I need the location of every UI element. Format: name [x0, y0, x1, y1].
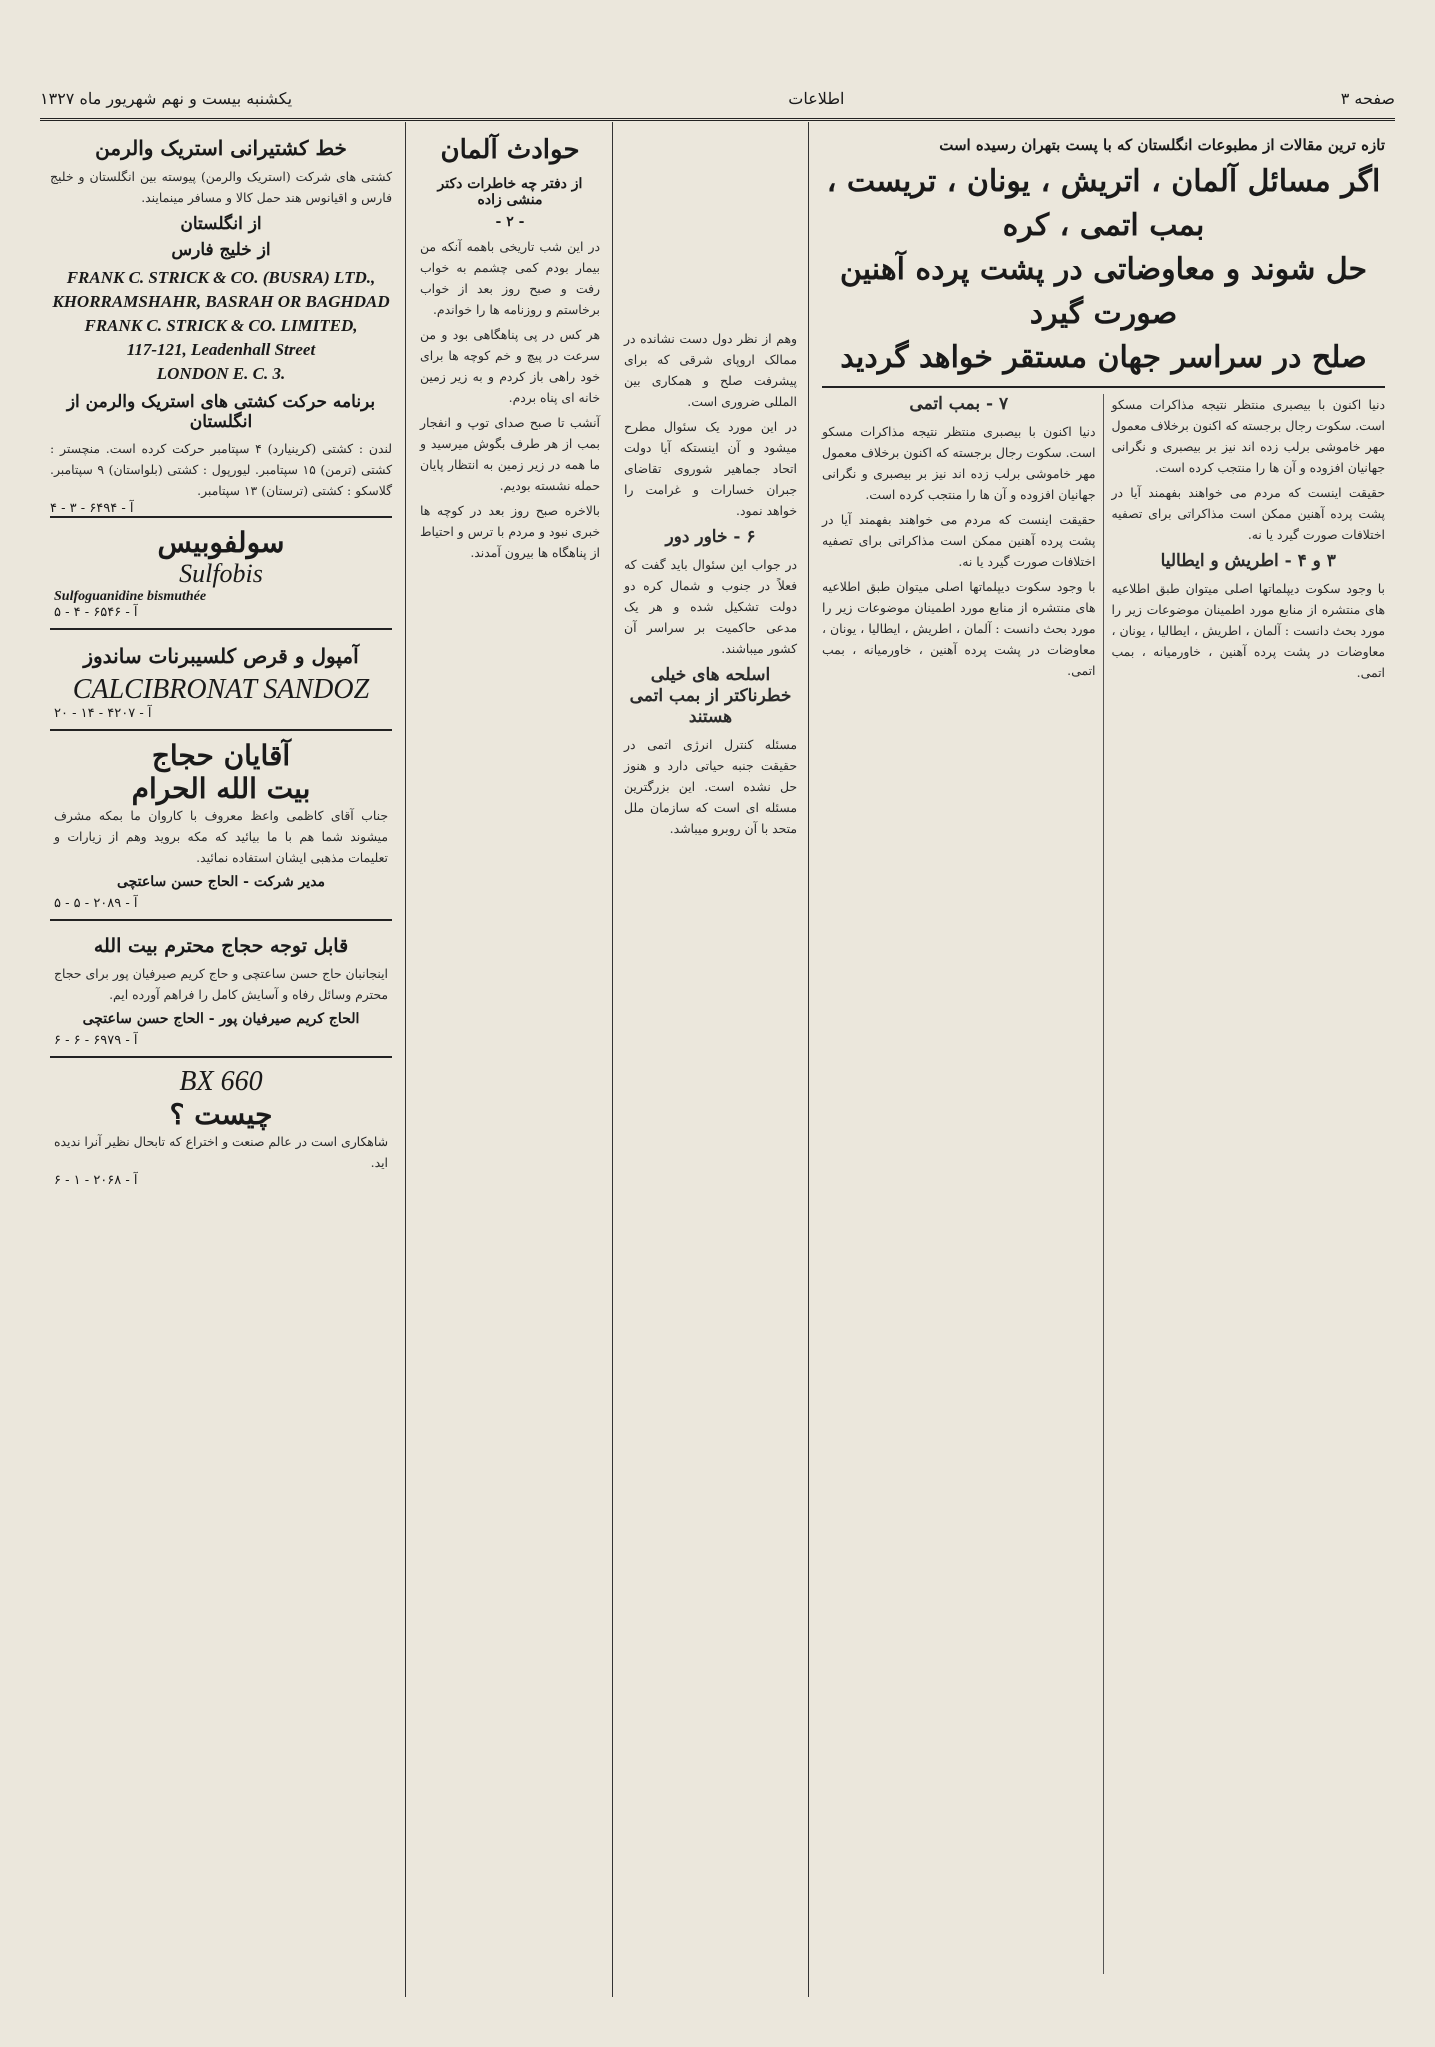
ad-code: آ - ۴۲۰۷ - ۱۴ - ۲۰ — [54, 706, 152, 721]
subheading: ۳ و ۴ - اطریش و ایطالیا — [1160, 551, 1336, 571]
paragraph: دنیا اکنون با بیصبری منتظر نتیجه مذاکرات مسکو است. سکوت رجال برجسته که اکنون برخلاف معمول مهر خاموشی برلب زده اند نیز بر بیصبری و نگرانی جهانیان افزوده و آن ها را منتجب کرده است. — [822, 424, 1096, 502]
ad-sulfobis — [50, 516, 392, 628]
paragraph: در جواب این سئوال باید گفت که فعلاً در جنوب و شمال کره دو دولت تشکیل شده و هر یک مدعی حاکمیت بر سراسر آن کشور میباشند. — [624, 557, 797, 656]
headline-line-2: حل شوند و معاوضاتی در پشت پرده آهنین صورت گیرد — [839, 252, 1368, 331]
paragraph: بالاخره صبح روز بعد در کوچه ها خبری نبود و مردم با ترس و احتیاط از پناهگاه ها بیرون آمدند. — [420, 503, 600, 560]
ad-title: خط کشتیرانی استریک والرمن — [95, 136, 347, 160]
column-rule — [612, 122, 613, 1997]
paragraph: با وجود سکوت دیپلماتها اصلی میتوان طبق اطلاعیه های منتشره از منابع مورد اطمینان موضوعات زیر را مورد بحث دانست : آلمان ، اطریش ، ایطالیا ، یونان ، معاوضات در پشت پرده آهنین ، خاورمیانه ، بمب اتمی. — [822, 579, 1096, 678]
headline-line-1: اگر مسائل آلمان ، اتریش ، یونان ، تریست ، بمب اتمی ، کره — [826, 164, 1381, 243]
ad-title: بیت الله الحرام — [131, 772, 311, 805]
address-line: KHORRAMSHAHR, BASRAH OR BAGHDAD — [52, 292, 390, 311]
ad-subheading: از انگلستان — [180, 214, 262, 234]
subheading: اسلحه های خیلی خطرناکتر از بمب اتمی هستند — [629, 665, 792, 727]
paragraph: در این شب تاریخی باهمه آنکه من بیمار بودم کمی چشمم به خواب رفت و صبح روز بعد از خواب برخاستم و روزنامه ها را خواندم. — [420, 239, 600, 317]
ad-code: آ - ۶۹۷۹ - ۶ - ۶ — [54, 1033, 138, 1048]
ad-text: جناب آقای کاظمی واعظ معروف با کاروان ما بمکه مشرف میشوند شما هم با ما بیائید که مکه بروید وهم از زیارات و تعلیمات مذهبی ایشان استفاده نمائید. — [54, 808, 388, 865]
ad-signature: مدیر شرکت - الحاج حسن ساعتچی — [116, 874, 326, 890]
ad-title: سولفوبیس — [157, 526, 285, 559]
column-mid-left — [410, 122, 610, 1992]
ad-calcibronat — [50, 628, 392, 729]
issue-date: یکشنبه بیست و نهم شهریور ماه ۱۳۲۷ — [40, 88, 293, 108]
ad-title: BX 660 — [179, 1066, 263, 1097]
ad-subtitle: Sulfoguanidine bismuthée — [54, 589, 207, 604]
paragraph: حقیقت اینست که مردم می خواهند بفهمند آیا در پشت پرده آهنین ممکن است مذاکراتی برای تصفیه اختلافات صورت گیرد یا نه. — [1111, 485, 1385, 542]
article-body — [624, 328, 797, 839]
ad-shipping — [50, 136, 392, 516]
ad-title: آقایان حجاج — [151, 739, 291, 772]
paragraph: حقیقت اینست که مردم می خواهند بفهمند آیا در پشت پرده آهنین ممکن است مذاکراتی برای تصفیه اختلافات صورت گیرد یا نه. — [822, 512, 1096, 569]
ad-subheading: از خلیج فارس — [171, 240, 271, 260]
ad-code: آ - ۶۵۴۶ - ۴ - ۵ — [54, 605, 138, 620]
ad-text: کشتی های شرکت (استریک والرمن) پیوسته بین انگلستان و خلیج فارس و اقیانوس هند حمل کالا و مسافر مینمایند. — [50, 169, 392, 205]
divider — [822, 386, 1385, 388]
ad-bx660 — [50, 1056, 392, 1196]
ad-signature: الحاج کریم صیرفیان پور - الحاج حسن ساعتچی — [82, 1011, 360, 1027]
article-title: حوادث آلمان — [440, 135, 580, 165]
column-mid-right — [614, 320, 807, 1990]
subheading: ۷ - بمب اتمی — [909, 394, 1009, 414]
paragraph: وهم از نظر دول دست نشانده در ممالک اروپای شرقی که برای پیشرفت صلح و همکاری بین المللی ضروری است. — [624, 331, 797, 409]
ad-code: آ - ۲۰۸۹ - ۵ - ۵ — [54, 896, 138, 911]
ad-code: آ - ۲۰۶۸ - ۱ - ۶ — [54, 1173, 138, 1188]
ad-title: قابل توجه حجاج محترم بیت الله — [93, 935, 349, 957]
paragraph: در این مورد یک سئوال مطرح میشود و آن اینستکه آیا دولت اتحاد جماهیر شوروی تقاضای جبران خسارات و غرامت را خواهد نمود. — [624, 419, 797, 518]
ad-text: اینجانبان حاج حسن ساعتچی و حاج کریم صیرفیان پور برای حجاج محترم وسائل رفاه و آسایش کامل را فراهم آورده ایم. — [54, 966, 388, 1002]
page-number: صفحه ۳ — [1340, 88, 1395, 108]
paragraph: با وجود سکوت دیپلماتها اصلی میتوان طبق اطلاعیه های منتشره از منابع مورد اطمینان موضوعات زیر را مورد بحث دانست : آلمان ، اطریش ، ایطالیا ، یونان ، معاوضات در پشت پرده آهنین ، خاورمیانه ، بمب اتمی. — [1111, 581, 1385, 680]
ad-code: آ - ۶۴۹۴ - ۳ - ۴ — [50, 501, 134, 516]
article-body — [822, 394, 1385, 1974]
column-rule — [808, 122, 809, 1997]
paragraph: مسئله کنترل انرژی اتمی در حقیقت جنبه حیاتی دارد و هنوز حل نشده است. این بزرگترین مسئله ای است که سازمان ملل متحد با آن روبرو میباشد. — [624, 737, 797, 836]
ad-title: آمپول و قرص کلسیبرنات ساندوز — [83, 644, 359, 668]
column-left-ads — [40, 122, 402, 2002]
article-part: - ۲ - — [495, 214, 525, 230]
paper-name: اطلاعات — [788, 88, 845, 108]
paragraph: هر کس در پی پناهگاهی بود و من سرعت در پیچ و خم کوچه ها برای خود راهی باز کردم و به زیر زمین خانه ای پناه بردم. — [420, 327, 600, 405]
headline-line-3: صلح در سراسر جهان مستقر خواهد گردید — [840, 340, 1367, 375]
ad-hajj-notice — [50, 919, 392, 1056]
address-line: FRANK C. STRICK & CO. (BUSRA) LTD., — [66, 268, 376, 287]
article-body — [420, 236, 600, 563]
paragraph: دنیا اکنون با بیصبری منتظر نتیجه مذاکرات مسکو است. سکوت رجال برجسته که اکنون برخلاف معمول مهر خاموشی برلب زده اند نیز بر بیصبری و نگرانی جهانیان افزوده و آن ها را منتجب کرده است. — [1111, 397, 1385, 475]
ad-hajj-pilgrims — [50, 729, 392, 919]
address-line: FRANK C. STRICK & CO. LIMITED, — [84, 316, 358, 335]
column-rule — [405, 122, 406, 1997]
ad-english-address — [50, 266, 392, 386]
ad-latin-title: Sulfobis — [179, 559, 263, 588]
kicker: تازه ترین مقالات از مطبوعات انگلستان که با پست بتهران رسیده است — [939, 136, 1385, 154]
ad-text: شاهکاری است در عالم صنعت و اختراع که تابحال نظیر آنرا ندیده اید. — [54, 1134, 388, 1170]
article-subtitle: از دفتر چه خاطرات دکتر منشی زاده — [437, 176, 583, 208]
ad-schedule-title: برنامه حرکت کشتی های استریک والرمن از انگلستان — [66, 392, 376, 432]
column-right — [812, 122, 1395, 1992]
masthead — [40, 78, 1395, 121]
ad-latin-title: CALCIBRONAT SANDOZ — [72, 674, 370, 705]
ad-subtitle: چیست ؟ — [169, 1098, 273, 1131]
address-line: 117-121, Leadenhall Street — [126, 340, 316, 359]
address-line: LONDON E. C. 3. — [156, 364, 286, 383]
ad-schedule: لندن : کشتی (کرینیارد) ۴ سپتامبر حرکت کرده است. منچستر : کشتی (ترمن) ۱۵ سپتامبر. لیورپول : کشتی (بلواستان) ۹ سپتامبر. گلاسکو : کشتی (ترستان) ۱۳ سپتامبر. — [50, 441, 392, 498]
subheading: ۶ - خاور دور — [665, 527, 756, 547]
paragraph: آنشب تا صبح صدای توپ و انفجار بمب از هر طرف بگوش میرسید و ما همه در زیر زمین به انتظار پایان حمله نشسته بودیم. — [420, 415, 600, 493]
